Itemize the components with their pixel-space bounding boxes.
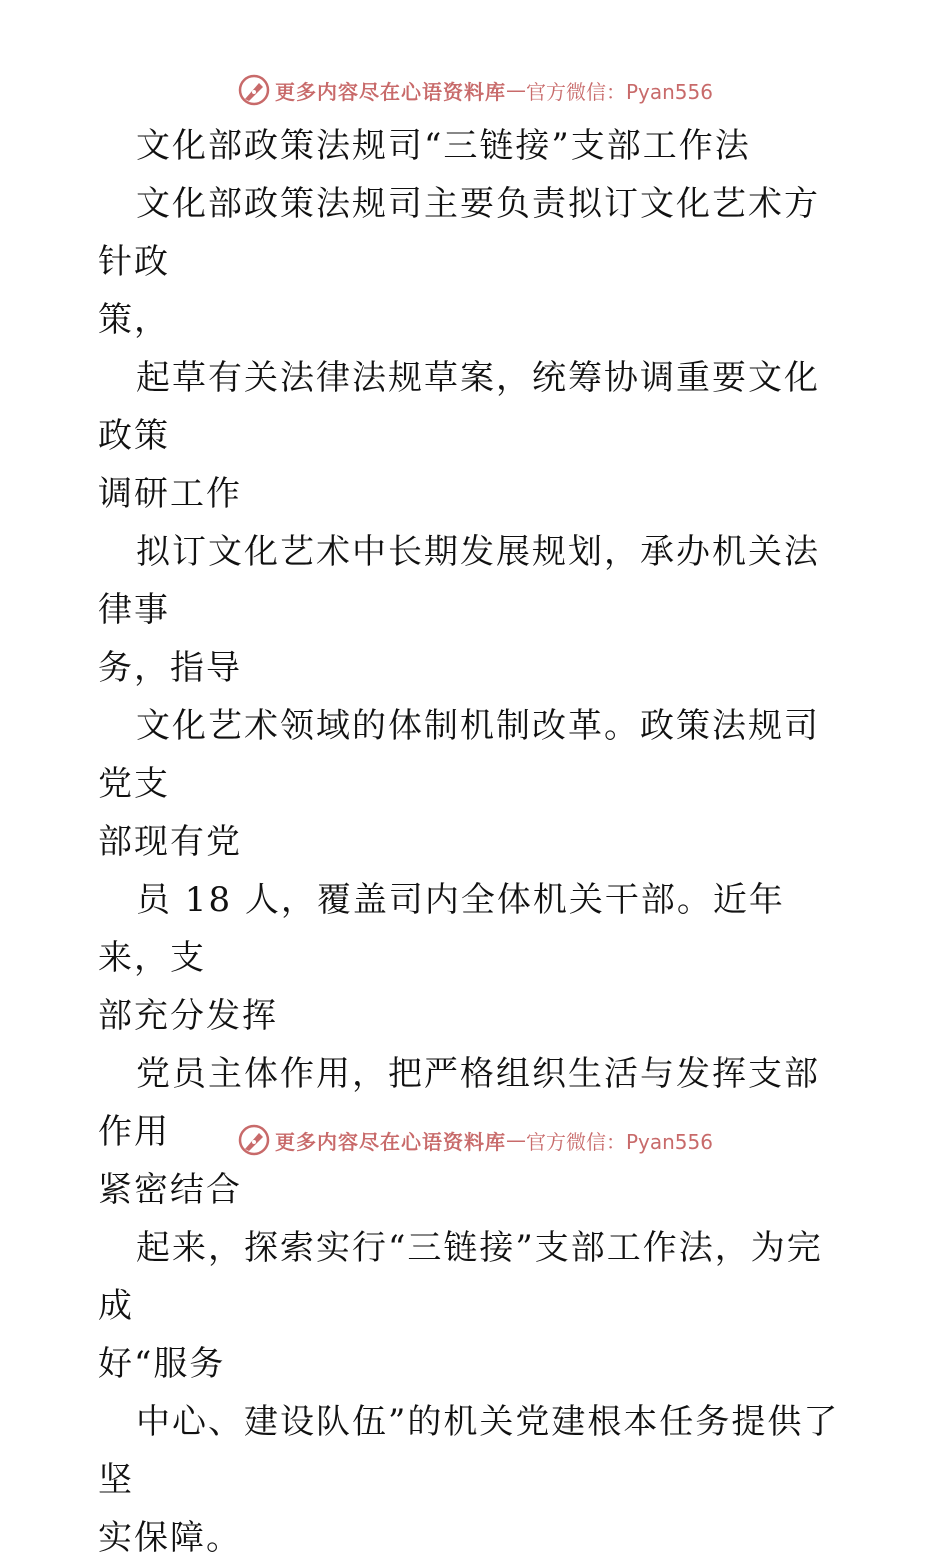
doc-line: 紧密结合 xyxy=(98,1170,242,1210)
doc-line: 中心、建设队伍”的机关党建根本任务提供了坚 xyxy=(98,1402,840,1500)
watermark-separator: — xyxy=(505,1128,526,1152)
watermark-wechat: 官方微信：Pyan556 xyxy=(525,1129,713,1154)
doc-line: 文化部政策法规司“三链接”支部工作法 xyxy=(136,126,751,166)
watermark-brand: 更多内容尽在心语资料库 xyxy=(274,79,506,104)
pen-nib-circle-icon xyxy=(237,73,271,107)
doc-line: 起草有关法律法规草案，统筹协调重要文化政策 xyxy=(98,358,820,456)
doc-line: 文化艺术领域的体制机制改革。政策法规司党支 xyxy=(98,706,820,804)
doc-line: 调研工作 xyxy=(98,474,242,514)
doc-line: 部现有党 xyxy=(98,822,242,862)
doc-line: 实保障。 xyxy=(98,1518,242,1558)
doc-line: 党员主体作用，把严格组织生活与发挥支部作用 xyxy=(98,1054,820,1152)
footer-watermark xyxy=(0,1120,950,1160)
doc-line: 起来，探索实行“三链接”支部工作法，为完成 xyxy=(98,1228,823,1326)
doc-line: 拟订文化艺术中长期发展规划，承办机关法律事 xyxy=(98,532,820,630)
document-body xyxy=(98,117,854,1567)
pen-nib-circle-icon xyxy=(237,1123,271,1157)
doc-line: 文化部政策法规司主要负责拟订文化艺术方针政 xyxy=(98,184,820,282)
doc-line: 策， xyxy=(98,300,170,340)
doc-line: 部充分发挥 xyxy=(98,996,278,1036)
doc-line: 员 18 人，覆盖司内全体机关干部。近年来，支 xyxy=(98,880,785,978)
doc-line: 好“服务 xyxy=(98,1344,226,1384)
watermark-wechat: 官方微信：Pyan556 xyxy=(525,79,713,104)
watermark-separator: — xyxy=(505,78,526,102)
header-watermark xyxy=(0,70,950,110)
doc-line: 务，指导 xyxy=(98,648,242,688)
watermark-brand: 更多内容尽在心语资料库 xyxy=(274,1129,506,1154)
